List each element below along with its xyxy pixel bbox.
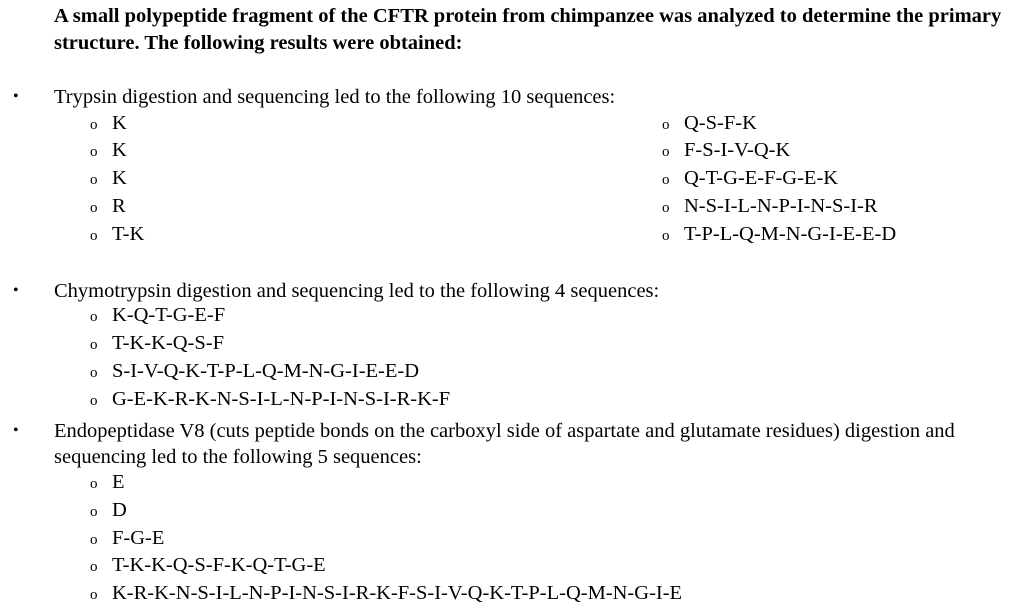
sequence-text: G-E-K-R-K-N-S-I-L-N-P-I-N-S-I-R-K-F — [112, 388, 451, 410]
sequence-text: K — [112, 167, 127, 189]
list-item — [90, 221, 144, 249]
circle-bullet-icon: o — [90, 365, 98, 381]
list-item — [90, 469, 125, 497]
circle-bullet-icon: o — [662, 117, 670, 133]
circle-bullet-icon: o — [90, 172, 98, 188]
list-item — [662, 110, 757, 138]
list-item — [90, 497, 127, 525]
v8-text: Endopeptidase V8 (cuts peptide bonds on the carboxyl side of aspartate and glutamate residues) digestion and sequencing led to the following 5 sequences: — [54, 420, 955, 468]
list-item — [90, 552, 326, 580]
bullet-icon: • — [13, 282, 19, 299]
circle-bullet-icon: o — [90, 228, 98, 244]
circle-bullet-icon: o — [90, 476, 98, 492]
sequence-text: T-K-K-Q-S-F — [112, 332, 224, 354]
sequence-text: K — [112, 139, 127, 161]
list-item — [662, 193, 878, 221]
sequence-text: F-G-E — [112, 527, 165, 549]
circle-bullet-icon: o — [90, 309, 98, 325]
list-item — [90, 302, 225, 330]
circle-bullet-icon: o — [90, 532, 98, 548]
circle-bullet-icon: o — [662, 228, 670, 244]
list-item — [90, 110, 127, 138]
sequence-text: N-S-I-L-N-P-I-N-S-I-R — [684, 195, 878, 217]
sequence-text: T-K-K-Q-S-F-K-Q-T-G-E — [112, 554, 326, 576]
circle-bullet-icon: o — [90, 200, 98, 216]
sequence-text: D — [112, 499, 127, 521]
sequence-text: T-P-L-Q-M-N-G-I-E-E-D — [684, 223, 897, 245]
list-item — [90, 386, 450, 414]
sequence-text: K — [112, 112, 127, 134]
circle-bullet-icon: o — [90, 504, 98, 520]
list-item — [662, 137, 790, 165]
list-item — [90, 580, 682, 608]
list-item — [90, 525, 164, 553]
sequence-text: S-I-V-Q-K-T-P-L-Q-M-N-G-I-E-E-D — [112, 360, 420, 382]
chymotrypsin-text: Chymotrypsin digestion and sequencing led to the following 4 sequences: — [54, 280, 660, 302]
list-item — [662, 221, 896, 249]
trypsin-text: Trypsin digestion and sequencing led to the following 10 sequences: — [54, 86, 616, 108]
bullet-icon: • — [13, 422, 19, 439]
circle-bullet-icon: o — [90, 117, 98, 133]
intro-paragraph: A small polypeptide fragment of the CFTR protein from chimpanzee was analyzed to determine the primary structure. The following results were obtained: — [54, 5, 1002, 54]
sequence-text: Q-S-F-K — [684, 112, 757, 134]
sequence-text: T-K — [112, 223, 145, 245]
circle-bullet-icon: o — [662, 144, 670, 160]
sequence-text: K-Q-T-G-E-F — [112, 304, 226, 326]
circle-bullet-icon: o — [90, 393, 98, 409]
sequence-text: F-S-I-V-Q-K — [684, 139, 791, 161]
sequence-text: K-R-K-N-S-I-L-N-P-I-N-S-I-R-K-F-S-I-V-Q-K-T-P-L-Q-M-N-G-I-E — [112, 582, 683, 604]
bullet-icon: • — [13, 88, 19, 105]
sequence-text: R — [112, 195, 126, 217]
circle-bullet-icon: o — [662, 200, 670, 216]
circle-bullet-icon: o — [662, 172, 670, 188]
circle-bullet-icon: o — [90, 587, 98, 603]
circle-bullet-icon: o — [90, 144, 98, 160]
list-item — [90, 165, 127, 193]
list-item — [90, 137, 127, 165]
list-item — [90, 330, 224, 358]
sequence-text: Q-T-G-E-F-G-E-K — [684, 167, 839, 189]
circle-bullet-icon: o — [90, 337, 98, 353]
list-item — [90, 358, 419, 386]
circle-bullet-icon: o — [90, 559, 98, 575]
list-item — [662, 165, 838, 193]
sequence-text: E — [112, 471, 125, 493]
list-item — [90, 193, 126, 221]
